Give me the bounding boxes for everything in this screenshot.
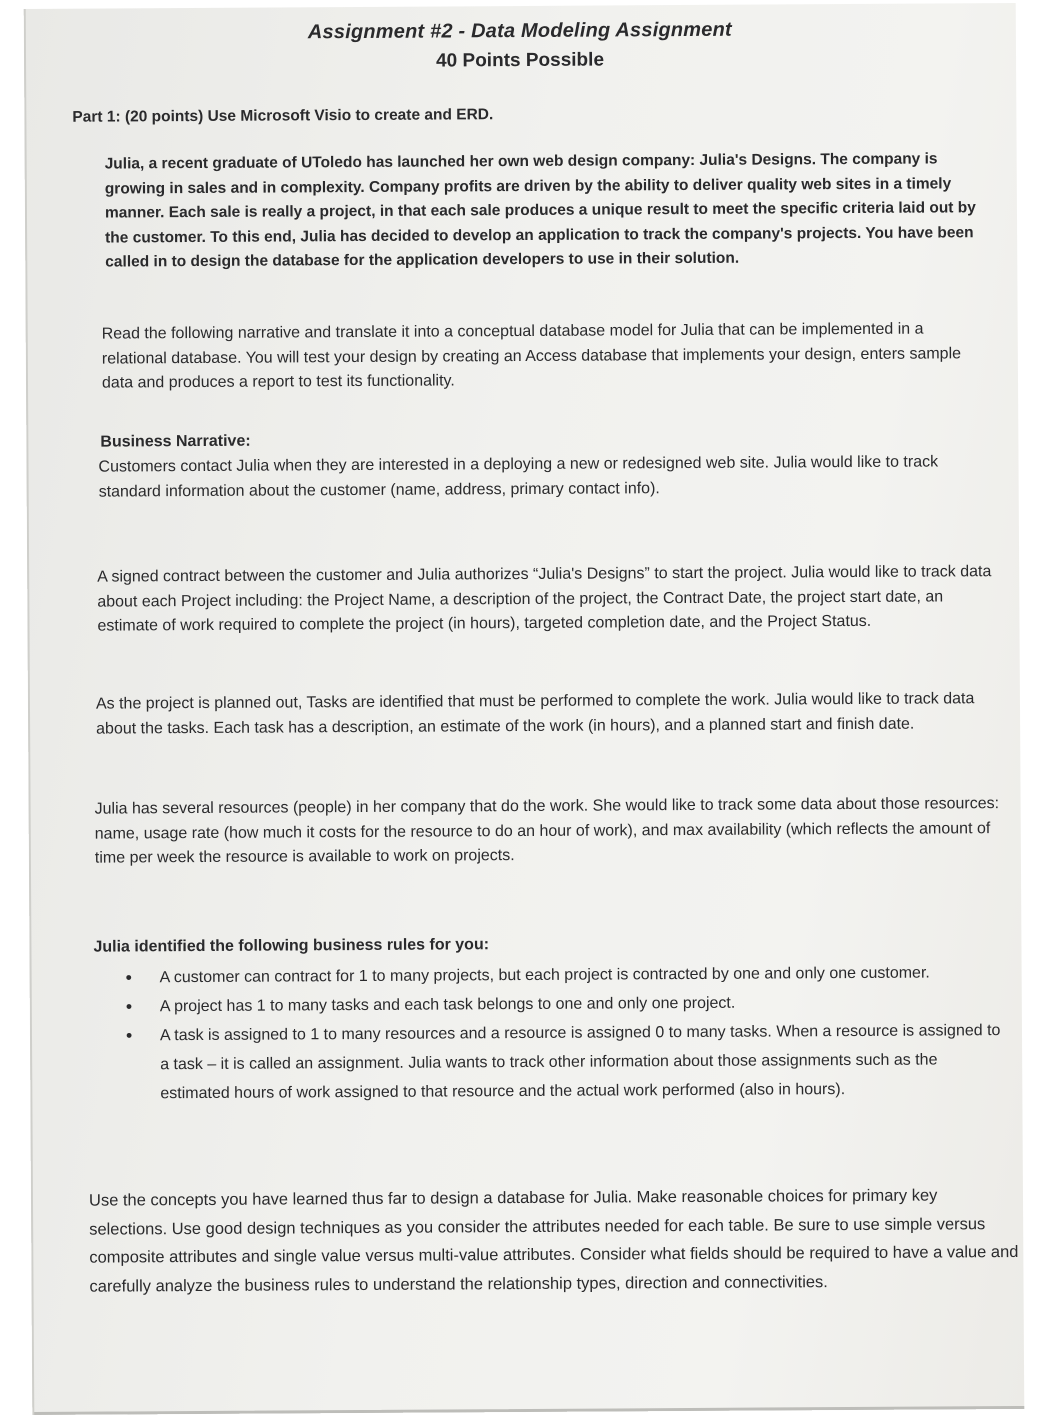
narrative-customers-paragraph: Customers contact Julia when they are interested in a deploying a new or redesigned web site. Julia would like to track standard information about the customer (name, address, primary contact info). [98, 453, 939, 501]
document-title: Assignment #2 - Data Modeling Assignment [307, 18, 732, 44]
bullet-icon: • [125, 967, 133, 988]
business-rule-text: A task is assigned to 1 to many resources and a resource is assigned 0 to many tasks. When a resource is assigned to a task – it is called an assignment. Julia wants to track other information about those assignments such as the estimated hours of work assigned to that resource and the actual work performed (also in hours). [159, 1022, 1001, 1103]
intro-paragraph: Julia, a recent graduate of UToledo has launched her own web design company: Julia's Designs. The company is growing in sales and in complexity. Company profits are driven by the ability to deliver quality web sites in a timely manner. Each sale is really a project, in that each sale produces a unique result to meet the specific criteria laid out by the customer. To this end, Julia has decided to develop an application to track the company's projects. You have been called in to design the database for the application developers to use in their solution. [104, 150, 976, 271]
narrative-projects-paragraph: A signed contract between the customer and Julia authorizes “Julia's Designs” to start the project. Julia would like to track data about each Project including: the Project Name, a description of the project, the Contract Date, the project start date, an estimate of work required to complete the project (in hours), targeted completion date, and the Project Status. [97, 563, 992, 635]
instructions-paragraph: Read the following narrative and translate it into a conceptual database model for Julia that can be implemented in a relational database. You will test your design by creating an Access database that implements your design, enters sample data and produces a report to test its functionality. [101, 320, 962, 392]
bullet-icon: • [125, 1025, 133, 1046]
business-rule-item [125, 1016, 1011, 1108]
part1-heading: Part 1: (20 points) Use Microsoft Visio to create and ERD. [72, 106, 494, 126]
business-rule-text: A project has 1 to many tasks and each task belongs to one and only one project. [159, 994, 736, 1016]
bullet-icon: • [125, 996, 133, 1017]
business-rules-list [125, 958, 1011, 1108]
business-narrative-heading: Business Narrative: [100, 432, 251, 451]
closing-paragraph: Use the concepts you have learned thus far to design a database for Julia. Make reasonable choices for primary key selections. Use good design techniques as you consider the attributes needed for each table. Be sure to use simple versus composite attributes and single value versus multi-value attributes. Consider what fields should be required to have a value and carefully analyze the business rules to understand the relationship types, direction and connectivities. [88, 1186, 1019, 1296]
narrative-tasks-paragraph: As the project is planned out, Tasks are identified that must be performed to complete the work. Julia would like to track data about the tasks. Each task has a description, an estimate of the work (in hours), and a planned start and finish date. [95, 690, 975, 738]
business-rules-heading: Julia identified the following business rules for you: [93, 936, 490, 956]
paper-sheet [24, 3, 1025, 1415]
narrative-resources-paragraph: Julia has several resources (people) in her company that do the work. She would like to track some data about those resources: name, usage rate (how much it costs for the resource to do an hour of work), and max availability (which reflects the amount of time per week the resource is available to work on projects. [94, 795, 1000, 867]
document-subtitle: 40 Points Possible [436, 49, 605, 72]
business-rule-text: A customer can contract for 1 to many projects, but each project is contracted by one and only one customer. [159, 964, 930, 987]
